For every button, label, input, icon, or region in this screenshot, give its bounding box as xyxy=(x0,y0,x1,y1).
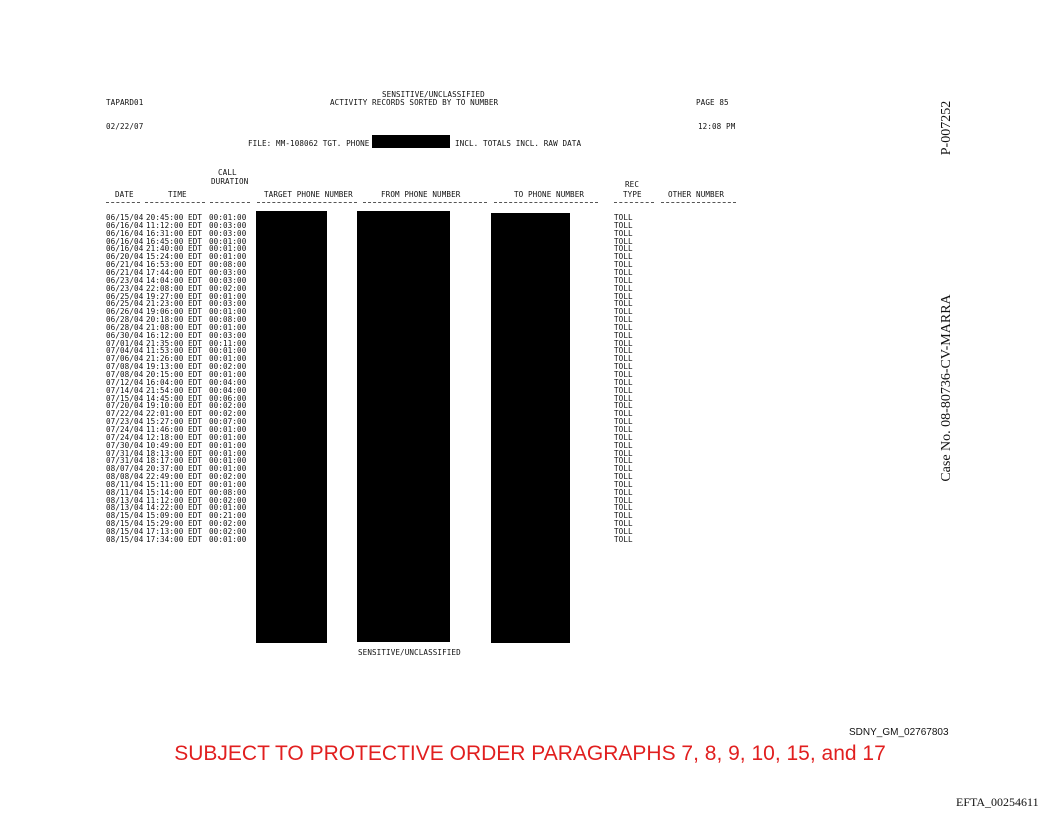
record-duration: 00:03:00 xyxy=(209,228,247,238)
record-duration: 00:01:00 xyxy=(209,479,247,489)
record-time: 16:31:00 EDT xyxy=(146,228,203,238)
record-type: TOLL xyxy=(614,440,633,450)
record-time: 21:35:00 EDT xyxy=(146,338,203,348)
record-type: TOLL xyxy=(614,362,633,372)
record-type: TOLL xyxy=(614,487,633,497)
record-date: 07/01/04 xyxy=(106,338,144,348)
report-id: TAPARD01 xyxy=(106,98,144,107)
record-duration: 00:01:00 xyxy=(209,244,247,254)
record-duration: 00:01:00 xyxy=(209,503,247,513)
record-duration: 00:01:00 xyxy=(209,346,247,356)
record-time: 20:37:00 EDT xyxy=(146,464,203,474)
record-type: TOLL xyxy=(614,534,633,544)
record-type: TOLL xyxy=(614,464,633,474)
record-date: 06/20/04 xyxy=(106,252,144,262)
classification-header: SENSITIVE/UNCLASSIFIED xyxy=(382,90,485,99)
file-label: FILE: MM-108062 TGT. PHONE xyxy=(248,139,370,148)
record-date: 07/24/04 xyxy=(106,432,144,442)
record-time: 14:22:00 EDT xyxy=(146,503,203,513)
col-other-number: OTHER NUMBER xyxy=(668,190,725,199)
record-type: TOLL xyxy=(614,267,633,277)
report-date: 02/22/07 xyxy=(106,122,144,131)
record-type: TOLL xyxy=(614,401,633,411)
record-time: 18:13:00 EDT xyxy=(146,448,203,458)
record-time: 11:46:00 EDT xyxy=(146,424,203,434)
record-type: TOLL xyxy=(614,424,633,434)
record-time: 21:54:00 EDT xyxy=(146,385,203,395)
record-date: 06/21/04 xyxy=(106,260,144,270)
record-duration: 00:01:00 xyxy=(209,322,247,332)
record-time: 11:12:00 EDT xyxy=(146,220,203,230)
record-date: 06/26/04 xyxy=(106,307,144,317)
record-duration: 00:01:00 xyxy=(209,307,247,317)
record-time: 15:29:00 EDT xyxy=(146,519,203,529)
record-time: 21:40:00 EDT xyxy=(146,244,203,254)
record-date: 08/11/04 xyxy=(106,479,144,489)
page-number: PAGE 85 xyxy=(696,98,729,107)
separator xyxy=(661,202,736,203)
redaction-block xyxy=(372,135,450,148)
record-date: 08/11/04 xyxy=(106,487,144,497)
record-date: 08/13/04 xyxy=(106,503,144,513)
record-date: 08/15/04 xyxy=(106,519,144,529)
report-title: ACTIVITY RECORDS SORTED BY TO NUMBER xyxy=(330,98,499,107)
record-date: 07/20/04 xyxy=(106,401,144,411)
record-duration: 00:01:00 xyxy=(209,464,247,474)
record-duration: 00:01:00 xyxy=(209,424,247,434)
record-type: TOLL xyxy=(614,519,633,529)
record-time: 20:18:00 EDT xyxy=(146,315,203,325)
separator xyxy=(494,202,598,203)
record-type: TOLL xyxy=(614,220,633,230)
records-table xyxy=(106,214,666,634)
separator xyxy=(614,202,654,203)
record-duration: 00:01:00 xyxy=(209,252,247,262)
record-time: 22:08:00 EDT xyxy=(146,283,203,293)
record-date: 08/13/04 xyxy=(106,495,144,505)
record-duration: 00:01:00 xyxy=(209,213,247,222)
record-type: TOLL xyxy=(614,527,633,536)
record-type: TOLL xyxy=(614,479,633,489)
record-type: TOLL xyxy=(614,244,633,254)
record-type: TOLL xyxy=(614,432,633,442)
record-date: 07/04/04 xyxy=(106,346,144,356)
record-duration: 00:03:00 xyxy=(209,330,247,340)
record-type: TOLL xyxy=(614,409,633,419)
record-duration: 00:06:00 xyxy=(209,393,247,403)
bates-number: SDNY_GM_02767803 xyxy=(849,727,949,738)
record-duration: 00:07:00 xyxy=(209,417,247,427)
exhibit-stamp: P-007252 xyxy=(939,100,954,156)
record-type: TOLL xyxy=(614,330,633,340)
record-date: 08/07/04 xyxy=(106,464,144,474)
record-duration: 00:02:00 xyxy=(209,527,247,536)
record-date: 08/15/04 xyxy=(106,527,144,536)
record-date: 07/31/04 xyxy=(106,448,144,458)
record-time: 19:27:00 EDT xyxy=(146,291,203,301)
record-type: TOLL xyxy=(614,511,633,521)
record-duration: 00:01:00 xyxy=(209,432,247,442)
record-time: 19:10:00 EDT xyxy=(146,401,203,411)
record-date: 07/30/04 xyxy=(106,440,144,450)
record-duration: 00:02:00 xyxy=(209,519,247,529)
case-number-stamp: Case No. 08-80736-CV-MARRA xyxy=(939,294,954,482)
record-type: TOLL xyxy=(614,283,633,293)
record-date: 07/08/04 xyxy=(106,362,144,372)
record-date: 07/23/04 xyxy=(106,417,144,427)
record-duration: 00:01:00 xyxy=(209,370,247,379)
record-date: 07/06/04 xyxy=(106,354,144,364)
col-type: TYPE xyxy=(623,190,642,199)
record-type: TOLL xyxy=(614,275,633,285)
record-duration: 00:01:00 xyxy=(209,456,247,466)
record-date: 07/15/04 xyxy=(106,393,144,403)
record-duration: 00:02:00 xyxy=(209,472,247,482)
record-duration: 00:21:00 xyxy=(209,511,247,521)
separator xyxy=(363,202,487,203)
record-date: 08/15/04 xyxy=(106,534,144,544)
record-time: 16:53:00 EDT xyxy=(146,260,203,270)
col-rec: REC xyxy=(625,180,640,189)
record-date: 07/14/04 xyxy=(106,385,144,395)
record-time: 21:23:00 EDT xyxy=(146,299,203,309)
record-time: 15:14:00 EDT xyxy=(146,487,203,497)
record-duration: 00:03:00 xyxy=(209,275,247,285)
record-time: 11:12:00 EDT xyxy=(146,495,203,505)
record-type: TOLL xyxy=(614,503,633,513)
record-type: TOLL xyxy=(614,252,633,262)
record-date: 06/25/04 xyxy=(106,291,144,301)
record-type: TOLL xyxy=(614,307,633,317)
record-duration: 00:02:00 xyxy=(209,283,247,293)
record-type: TOLL xyxy=(614,315,633,325)
col-from-phone: FROM PHONE NUMBER xyxy=(381,190,461,199)
col-date: DATE xyxy=(115,190,134,199)
record-duration: 00:11:00 xyxy=(209,338,247,348)
record-date: 08/15/04 xyxy=(106,511,144,521)
record-duration: 00:01:00 xyxy=(209,440,247,450)
record-date: 06/25/04 xyxy=(106,299,144,309)
col-call: CALL xyxy=(218,168,237,177)
record-duration: 00:01:00 xyxy=(209,236,247,246)
record-type: TOLL xyxy=(614,322,633,332)
record-time: 18:17:00 EDT xyxy=(146,456,203,466)
record-time: 16:12:00 EDT xyxy=(146,330,203,340)
record-time: 12:18:00 EDT xyxy=(146,432,203,442)
record-date: 06/16/04 xyxy=(106,236,144,246)
record-type: TOLL xyxy=(614,260,633,270)
record-duration: 00:02:00 xyxy=(209,401,247,411)
col-time: TIME xyxy=(168,190,187,199)
record-type: TOLL xyxy=(614,338,633,348)
protective-order-notice: SUBJECT TO PROTECTIVE ORDER PARAGRAPHS 7, 8, 9, 10, 15, and 17 xyxy=(174,742,886,765)
col-to-phone: TO PHONE NUMBER xyxy=(514,190,585,199)
col-duration: DURATION xyxy=(211,177,249,186)
record-date: 07/12/04 xyxy=(106,377,144,387)
record-time: 14:04:00 EDT xyxy=(146,275,203,285)
record-date: 06/28/04 xyxy=(106,322,144,332)
record-duration: 00:02:00 xyxy=(209,495,247,505)
record-duration: 00:02:00 xyxy=(209,409,247,419)
separator xyxy=(145,202,205,203)
record-time: 19:13:00 EDT xyxy=(146,362,203,372)
record-type: TOLL xyxy=(614,213,633,222)
record-duration: 00:01:00 xyxy=(209,354,247,364)
record-duration: 00:08:00 xyxy=(209,487,247,497)
record-time: 20:45:00 EDT xyxy=(146,213,203,222)
record-time: 21:08:00 EDT xyxy=(146,322,203,332)
record-type: TOLL xyxy=(614,448,633,458)
record-date: 06/23/04 xyxy=(106,283,144,293)
record-time: 22:01:00 EDT xyxy=(146,409,203,419)
record-duration: 00:03:00 xyxy=(209,267,247,277)
record-time: 19:06:00 EDT xyxy=(146,307,203,317)
record-date: 07/31/04 xyxy=(106,456,144,466)
record-type: TOLL xyxy=(614,370,633,379)
record-type: TOLL xyxy=(614,377,633,387)
record-date: 06/16/04 xyxy=(106,228,144,238)
record-type: TOLL xyxy=(614,236,633,246)
record-time: 11:53:00 EDT xyxy=(146,346,203,356)
record-type: TOLL xyxy=(614,291,633,301)
record-date: 06/30/04 xyxy=(106,330,144,340)
record-date: 07/24/04 xyxy=(106,424,144,434)
record-time: 20:15:00 EDT xyxy=(146,370,203,379)
record-time: 15:24:00 EDT xyxy=(146,252,203,262)
record-type: TOLL xyxy=(614,417,633,427)
record-type: TOLL xyxy=(614,472,633,482)
record-type: TOLL xyxy=(614,393,633,403)
record-time: 15:11:00 EDT xyxy=(146,479,203,489)
record-type: TOLL xyxy=(614,385,633,395)
classification-footer: SENSITIVE/UNCLASSIFIED xyxy=(358,648,461,657)
record-date: 07/08/04 xyxy=(106,370,144,379)
record-duration: 00:03:00 xyxy=(209,299,247,309)
record-duration: 00:03:00 xyxy=(209,220,247,230)
efta-number: EFTA_00254611 xyxy=(956,795,1039,809)
record-duration: 00:02:00 xyxy=(209,362,247,372)
record-type: TOLL xyxy=(614,495,633,505)
record-duration: 00:04:00 xyxy=(209,377,247,387)
record-type: TOLL xyxy=(614,228,633,238)
record-type: TOLL xyxy=(614,346,633,356)
file-suffix: INCL. TOTALS INCL. RAW DATA xyxy=(455,139,582,148)
record-date: 06/16/04 xyxy=(106,244,144,254)
record-duration: 00:08:00 xyxy=(209,260,247,270)
record-duration: 00:01:00 xyxy=(209,291,247,301)
record-date: 07/22/04 xyxy=(106,409,144,419)
record-time: 16:04:00 EDT xyxy=(146,377,203,387)
record-type: TOLL xyxy=(614,354,633,364)
record-duration: 00:04:00 xyxy=(209,385,247,395)
record-duration: 00:01:00 xyxy=(209,534,247,544)
record-duration: 00:08:00 xyxy=(209,315,247,325)
record-type: TOLL xyxy=(614,299,633,309)
record-time: 22:49:00 EDT xyxy=(146,472,203,482)
record-time: 21:26:00 EDT xyxy=(146,354,203,364)
record-time: 14:45:00 EDT xyxy=(146,393,203,403)
record-date: 06/15/04 xyxy=(106,213,144,222)
col-target-phone: TARGET PHONE NUMBER xyxy=(264,190,353,199)
record-duration: 00:01:00 xyxy=(209,448,247,458)
record-time: 17:13:00 EDT xyxy=(146,527,203,536)
record-date: 06/23/04 xyxy=(106,275,144,285)
record-time: 15:09:00 EDT xyxy=(146,511,203,521)
record-time: 17:34:00 EDT xyxy=(146,534,203,544)
record-time: 17:44:00 EDT xyxy=(146,267,203,277)
separator xyxy=(210,202,250,203)
separator xyxy=(257,202,357,203)
record-time: 10:49:00 EDT xyxy=(146,440,203,450)
record-time: 16:45:00 EDT xyxy=(146,236,203,246)
record-date: 06/28/04 xyxy=(106,315,144,325)
record-date: 06/16/04 xyxy=(106,220,144,230)
record-date: 08/08/04 xyxy=(106,472,144,482)
separator xyxy=(106,202,140,203)
record-date: 06/21/04 xyxy=(106,267,144,277)
record-type: TOLL xyxy=(614,456,633,466)
record-time: 15:27:00 EDT xyxy=(146,417,203,427)
report-time: 12:08 PM xyxy=(698,122,736,131)
